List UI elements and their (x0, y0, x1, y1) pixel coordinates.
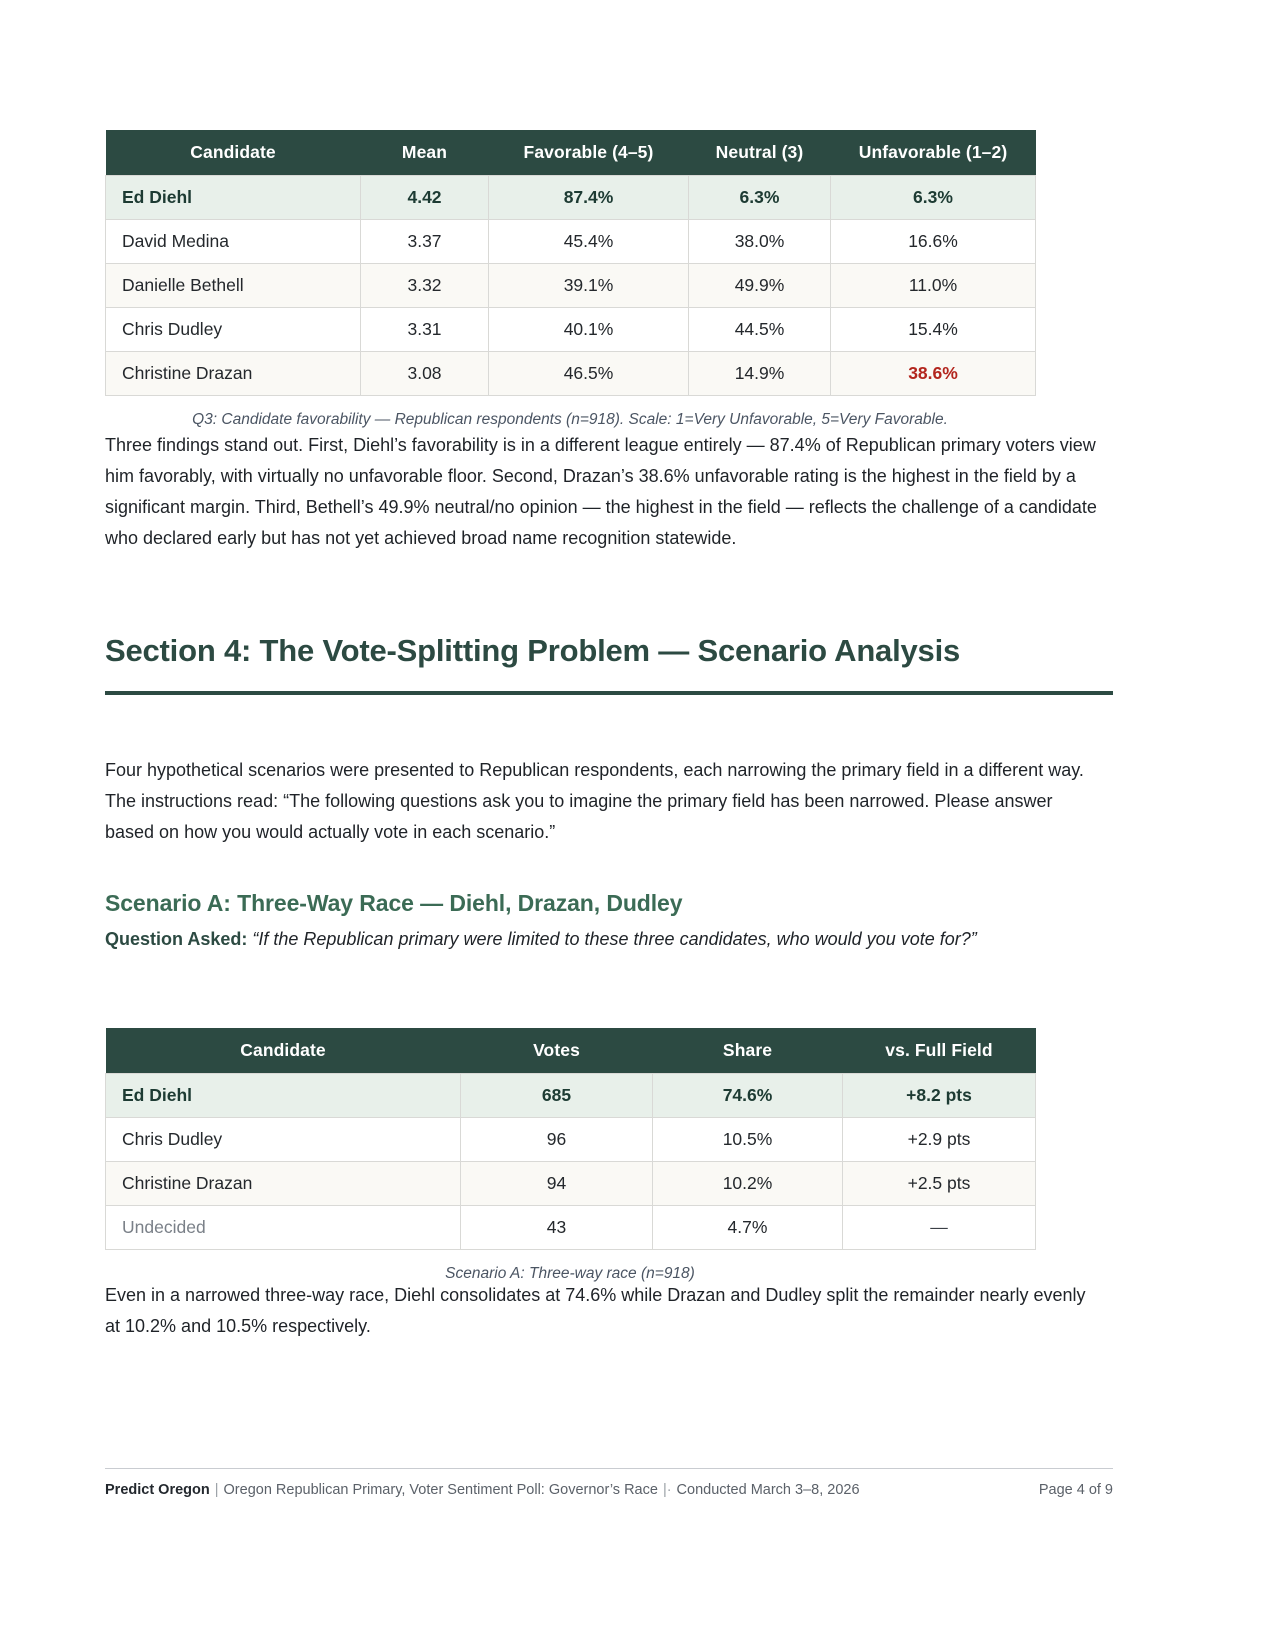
column-header-unfavorable: Unfavorable (1–2) (831, 130, 1036, 176)
cell-candidate: Chris Dudley (106, 1118, 461, 1162)
cell-share: 74.6% (653, 1074, 843, 1118)
cell-candidate: Ed Diehl (106, 176, 361, 220)
cell-candidate: Chris Dudley (106, 308, 361, 352)
cell-candidate: David Medina (106, 220, 361, 264)
cell-neutral: 49.9% (689, 264, 831, 308)
column-header-share: Share (653, 1028, 843, 1074)
table-row (106, 220, 1036, 264)
footer-brand: Predict Oregon (105, 1482, 210, 1498)
cell-mean: 4.42 (361, 176, 489, 220)
table-row (106, 308, 1036, 352)
table-header-row (106, 130, 1036, 176)
cell-neutral: 6.3% (689, 176, 831, 220)
cell-delta: +2.5 pts (843, 1162, 1036, 1206)
cell-unfavorable: 11.0% (831, 264, 1036, 308)
column-header-vs-full-field: vs. Full Field (843, 1028, 1036, 1074)
cell-candidate: Christine Drazan (106, 1162, 461, 1206)
footer-page-number: Page 4 of 9 (1038, 1482, 1113, 1498)
table-caption: Q3: Candidate favorability — Republican respondents (n=918). Scale: 1=Very Unfavorable, 5=Very Favorable. (192, 411, 948, 428)
favorability-table-block (105, 130, 1036, 430)
table-row (106, 264, 1036, 308)
page-footer (105, 1468, 1113, 1498)
table-row (106, 352, 1036, 396)
table-row (106, 176, 1036, 220)
cell-favorable: 40.1% (489, 308, 689, 352)
footer-divider (105, 1468, 1113, 1469)
cell-favorable: 87.4% (489, 176, 689, 220)
cell-share: 4.7% (653, 1206, 843, 1250)
findings-paragraph: Three findings stand out. First, Diehl’s favorability is in a different league entirely — 87.4% of Republican primary voters view him favorably, with virtually no unfavorable floor. Second, Drazan’s 38.6% unfavorable rating is the highest in the field by a significant margin. Third, Bethell’s 49.9% neutral/no opinion — the highest in the field — reflects the challenge of a candidate who declared early but has not yet achieved broad name recognition statewide. (105, 435, 1097, 548)
column-header-neutral: Neutral (3) (689, 130, 831, 176)
cell-votes: 94 (461, 1162, 653, 1206)
cell-favorable: 45.4% (489, 220, 689, 264)
cell-share: 10.5% (653, 1118, 843, 1162)
cell-candidate: Christine Drazan (106, 352, 361, 396)
cell-neutral: 14.9% (689, 352, 831, 396)
column-header-mean: Mean (361, 130, 489, 176)
footer-separator-1: | (214, 1482, 219, 1498)
cell-neutral: 38.0% (689, 220, 831, 264)
cell-neutral: 44.5% (689, 308, 831, 352)
cell-delta: +2.9 pts (843, 1118, 1036, 1162)
cell-unfavorable: 6.3% (831, 176, 1036, 220)
candidate-favorability-table (105, 130, 1036, 396)
cell-mean: 3.37 (361, 220, 489, 264)
cell-votes: 96 (461, 1118, 653, 1162)
table-header-row (106, 1028, 1036, 1074)
footer-report-title: Oregon Republican Primary, Voter Sentiment Poll: Governor’s Race (223, 1482, 658, 1498)
cell-votes: 43 (461, 1206, 653, 1250)
cell-delta: +8.2 pts (843, 1074, 1036, 1118)
section-4-block (105, 633, 1113, 695)
column-header-candidate: Candidate (106, 1028, 461, 1074)
table-row (106, 1118, 1036, 1162)
table-row (106, 1074, 1036, 1118)
scenario-a-results-table (105, 1028, 1036, 1250)
footer-date: Conducted March 3–8, 2026 (676, 1482, 860, 1498)
scenario-a-table-block (105, 1028, 1036, 1284)
cell-votes: 685 (461, 1074, 653, 1118)
question-asked-label: Question Asked: (105, 929, 248, 949)
cell-delta: — (843, 1206, 1036, 1250)
cell-share: 10.2% (653, 1162, 843, 1206)
scenario-a-question (105, 925, 1085, 954)
page-title: Section 4: The Vote-Splitting Problem — Scenario Analysis (105, 633, 961, 668)
footer-left (105, 1482, 860, 1498)
section-divider (105, 691, 1113, 695)
cell-favorable: 39.1% (489, 264, 689, 308)
scenario-a-heading: Scenario A: Three-Way Race — Diehl, Drazan, Dudley (105, 890, 683, 916)
footer-separator-2: |· (662, 1482, 672, 1498)
column-header-votes: Votes (461, 1028, 653, 1074)
cell-unfavorable-flagged: 38.6% (831, 352, 1036, 396)
table-caption: Scenario A: Three-way race (n=918) (445, 1265, 695, 1282)
scenario-a-block (105, 890, 1085, 954)
cell-mean: 3.32 (361, 264, 489, 308)
scenario-a-analysis-paragraph: Even in a narrowed three-way race, Diehl consolidates at 74.6% while Drazan and Dudley split the remainder nearly evenly at 10.2% and 10.5% respectively. (105, 1285, 1086, 1336)
question-asked-text: “If the Republican primary were limited to these three candidates, who would you vote for?” (252, 929, 977, 949)
cell-favorable: 46.5% (489, 352, 689, 396)
column-header-candidate: Candidate (106, 130, 361, 176)
cell-mean: 3.08 (361, 352, 489, 396)
cell-candidate: Danielle Bethell (106, 264, 361, 308)
cell-candidate: Undecided (106, 1206, 461, 1250)
cell-unfavorable: 16.6% (831, 220, 1036, 264)
cell-mean: 3.31 (361, 308, 489, 352)
cell-unfavorable: 15.4% (831, 308, 1036, 352)
table-row (106, 1162, 1036, 1206)
column-header-favorable: Favorable (4–5) (489, 130, 689, 176)
footer-content (105, 1482, 1113, 1498)
section-intro-paragraph: Four hypothetical scenarios were presented to Republican respondents, each narrowing the primary field in a different way. The instructions read: “The following questions ask you to imagine the primary field has been narrowed. Please answer based on how you would actually vote in each scenario.” (105, 760, 1084, 842)
table-row (106, 1206, 1036, 1250)
cell-candidate: Ed Diehl (106, 1074, 461, 1118)
